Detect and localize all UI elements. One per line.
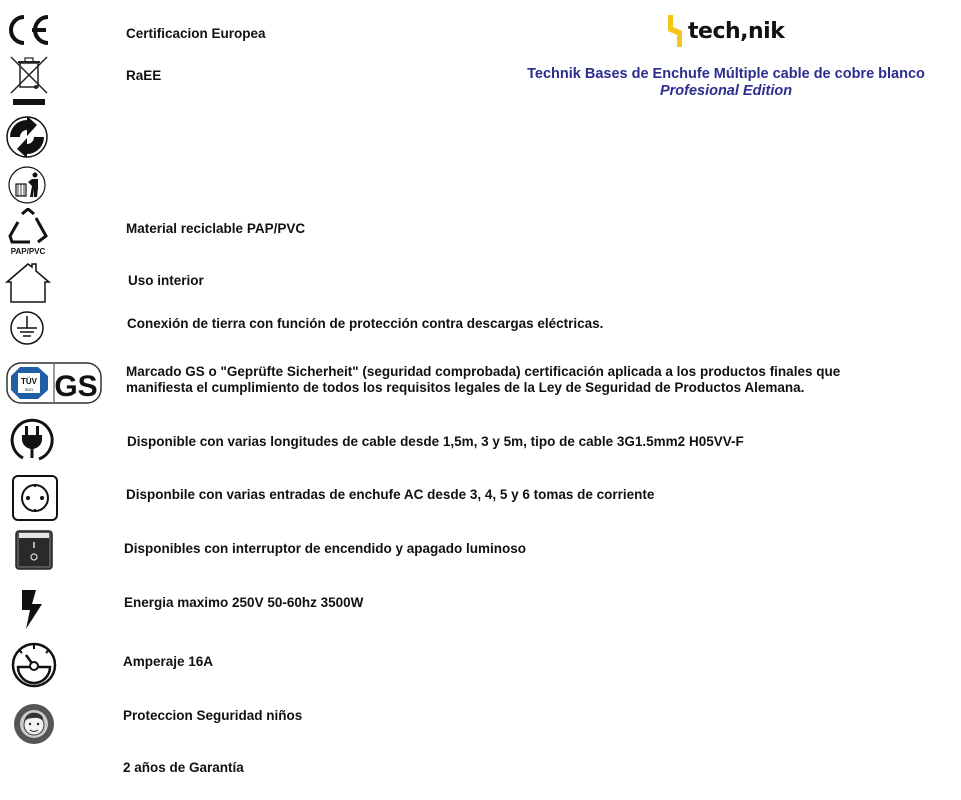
item-label: Marcado GS o "Geprüfte Sicherheit" (seguridad comprobada) certificación aplicada a los productos finales que manifiesta el cumplimiento de todos los requisitos legales de la Ley de Seguridad de Productos Alemana. xyxy=(126,364,841,395)
green-dot-icon xyxy=(6,116,48,158)
brand-logo xyxy=(666,14,784,48)
tidyman-icon xyxy=(8,166,46,204)
lightning-bolt-icon xyxy=(20,588,44,630)
item-label: Uso interior xyxy=(128,273,204,288)
house-icon xyxy=(4,262,52,304)
item-label: Energia maximo 250V 50-60hz 3500W xyxy=(124,595,364,610)
page-subtitle: Profesional Edition xyxy=(659,83,793,99)
item-label: Proteccion Seguridad niños xyxy=(123,708,303,723)
brand-name: tech,nik xyxy=(688,18,785,44)
recycle-caption: PAP/PVC xyxy=(10,247,46,256)
socket-icon xyxy=(12,475,58,521)
technik-logo-mark-icon xyxy=(666,15,684,47)
tuv-gs-icon xyxy=(6,362,102,404)
recycle-triangle-icon xyxy=(6,208,50,258)
plug-icon xyxy=(9,414,59,464)
item-label: Disponible con varias longitudes de cable desde 1,5m, 3 y 5m, tipo de cable 3G1.5mm2 H05VV-F xyxy=(127,434,744,449)
power-switch-icon xyxy=(15,530,53,570)
item-label: Certificacion Europea xyxy=(126,26,266,41)
child-safety-icon xyxy=(13,703,55,745)
item-label: 2 años de Garantía xyxy=(123,760,244,775)
page-title: Technik Bases de Enchufe Múltiple cable de cobre blanco xyxy=(527,66,925,82)
item-label: Amperaje 16A xyxy=(123,654,214,669)
item-label: Material reciclable PAP/PVC xyxy=(126,221,306,236)
gauge-icon xyxy=(10,641,58,689)
ce-mark-icon xyxy=(6,14,50,46)
ground-earth-icon xyxy=(9,310,45,346)
item-label: Disponibles con interruptor de encendido y apagado luminoso xyxy=(124,541,527,556)
item-label: Conexión de tierra con función de protección contra descargas eléctricas. xyxy=(127,316,604,331)
item-label: RaEE xyxy=(126,68,162,83)
svg-text:SÜD: SÜD xyxy=(24,387,34,392)
svg-text:TÜV: TÜV xyxy=(21,377,37,386)
svg-text:GS: GS xyxy=(54,370,98,403)
weee-crossed-bin-icon xyxy=(9,55,49,107)
item-label: Disponbile con varias entradas de enchufe AC desde 3, 4, 5 y 6 tomas de corriente xyxy=(126,487,655,502)
